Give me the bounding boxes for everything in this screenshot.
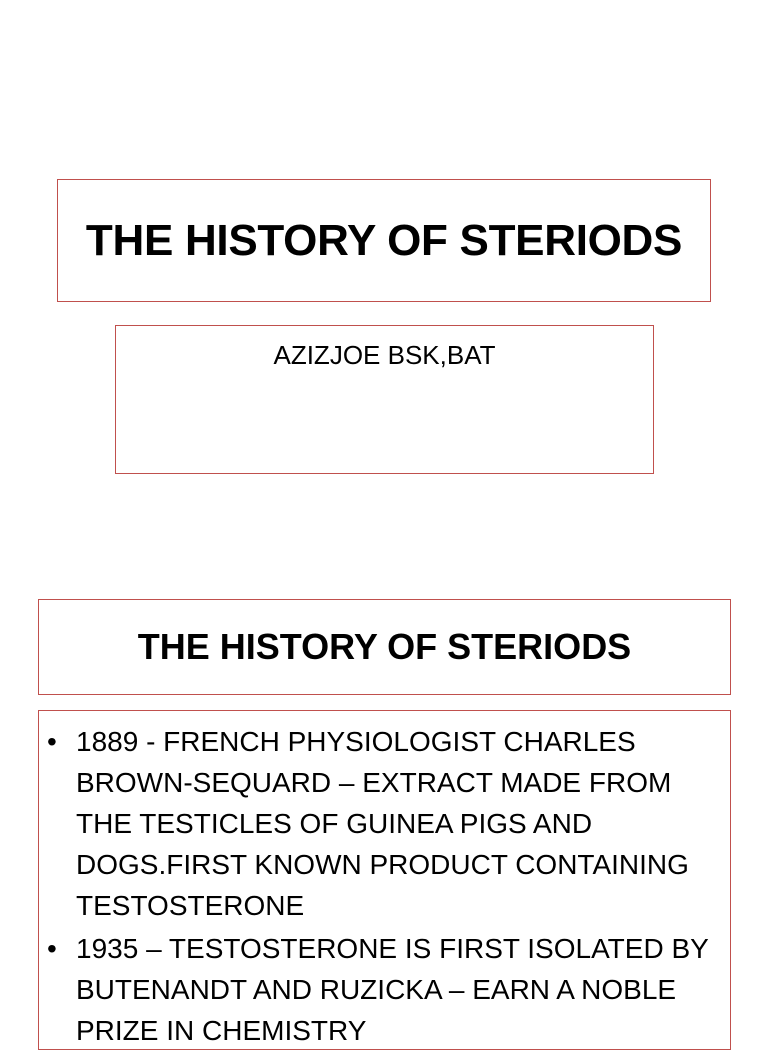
bullet-dot-icon: • [47,726,57,757]
slide1-title: THE HISTORY OF STERIODS [85,215,683,265]
bullet-text: 1935 – TESTOSTERONE IS FIRST ISOLATED BY BUTENANDT AND RUZICKA – EARN A NOBLE PRIZE IN CHEMISTRY [76,933,709,1046]
slide2-title: THE HISTORY OF STERIODS [137,626,632,667]
slide1-subtitle-box [115,325,654,474]
slide1-title-box [57,179,711,302]
bullet-dot-icon: • [47,933,57,964]
bullet-item [47,928,716,1051]
slide1-subtitle: AZIZJOE BSK,BAT [273,340,496,370]
bullet-text: 1889 - FRENCH PHYSIOLOGIST CHARLES BROWN-SEQUARD – EXTRACT MADE FROM THE TESTICLES OF GUINEA PIGS AND DOGS.FIRST KNOWN PRODUCT CONTAINING TESTOSTERONE [76,726,689,921]
bullet-list [39,711,730,1051]
bullet-item [47,721,716,926]
slide2-content-box [38,710,731,1050]
slide2-title-box [38,599,731,695]
